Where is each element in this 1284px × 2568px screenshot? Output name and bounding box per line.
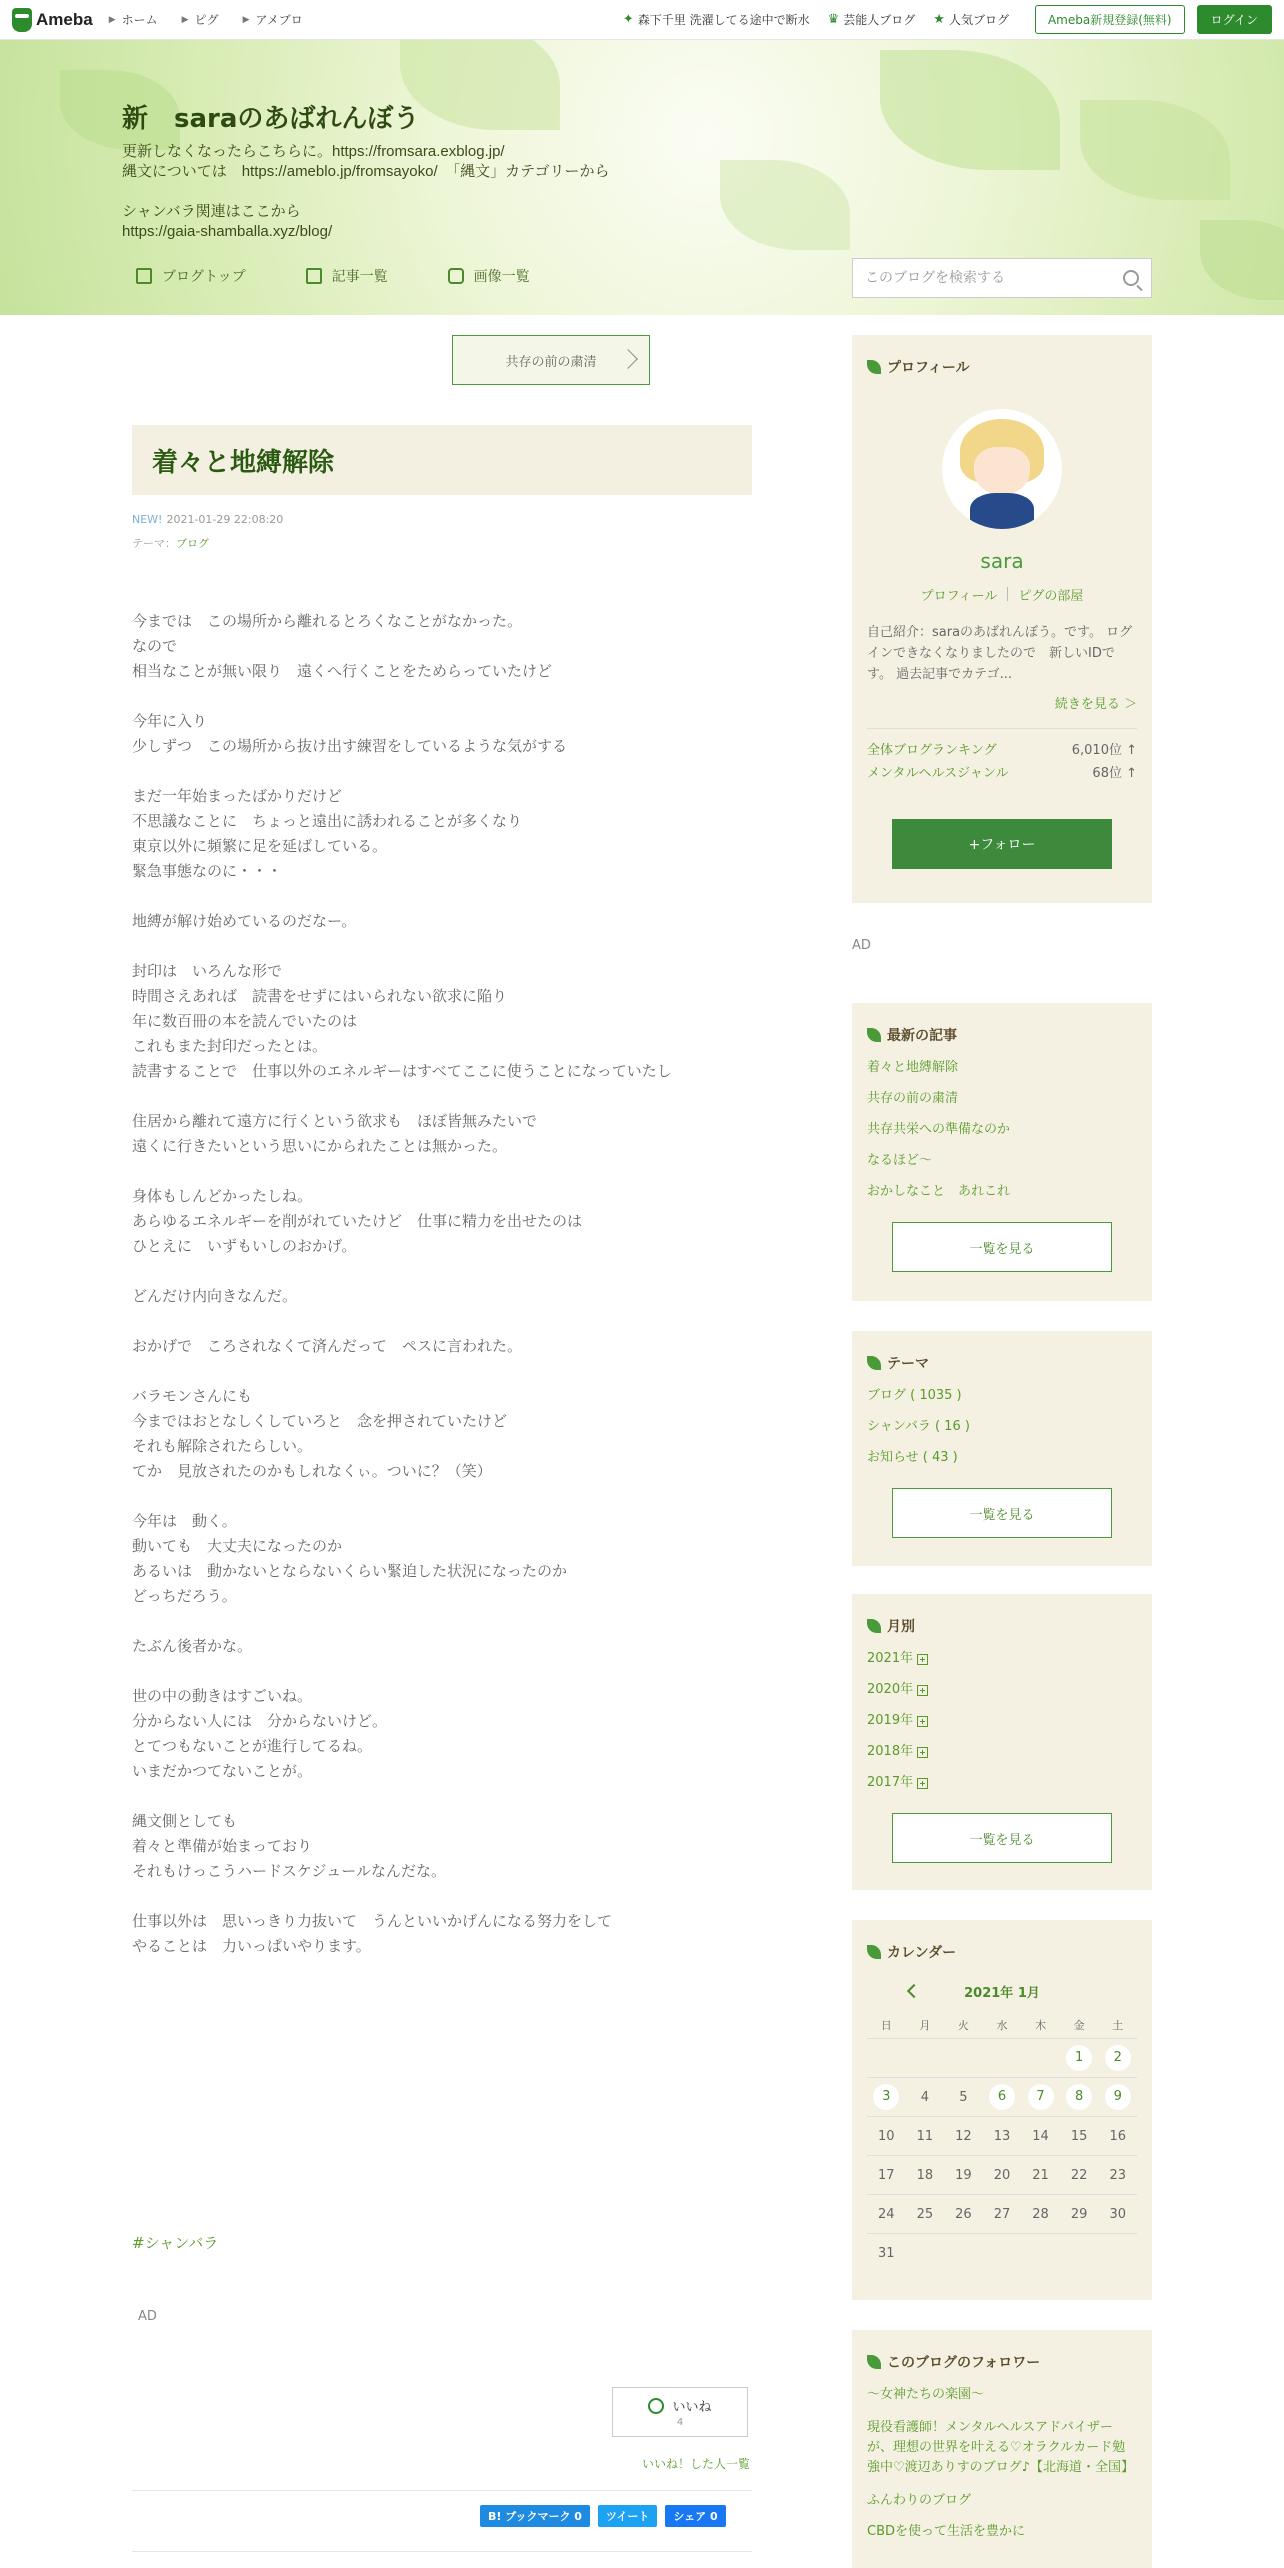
body-line [132,1609,752,1634]
list-icon [306,268,322,284]
body-line: 遠くに行きたいという思いにかられたことは無かった。 [132,1137,508,1155]
calendar-day [1060,2195,1099,2234]
new-badge: NEW! [132,513,163,526]
calendar-day-number: 27 [993,2206,1011,2222]
calendar-day-number: 2 [1105,2045,1131,2071]
body-line: まだ一年始まったばかりだけど [132,787,343,805]
ranking-genre [867,762,1137,781]
leaf-icon [867,2355,881,2369]
monthly-heading [867,1616,1137,1636]
calendar-day-number: 16 [1109,2128,1126,2144]
celebrity-blog-link[interactable] [828,11,916,28]
previous-article-button[interactable] [452,335,650,385]
calendar-day [1021,2156,1060,2195]
expand-plus-icon[interactable] [917,1716,928,1727]
blog-description [122,142,610,242]
ranking-overall [867,739,1137,758]
description-line: 縄文については https://ameblo.jp/fromsayoko/ 「縄文」カテゴリーから [122,163,610,180]
body-line: なので [132,637,178,655]
calendar-day [1060,2156,1099,2195]
ranking-genre-label[interactable]: メンタルヘルスジャンル [867,766,1009,781]
description-line: https://gaia-shamballa.xyz/blog/ [122,223,333,240]
calendar-card [852,1920,1152,2300]
heading-text: テーマ [887,1356,929,1372]
follow-button[interactable]: +フォロー [892,819,1112,869]
calendar-day[interactable] [867,2078,906,2117]
calendar-day-number: 5 [959,2089,968,2105]
calendar-day-number: 18 [916,2167,934,2183]
body-line: これもまた封印だったとは。 [132,1037,328,1055]
expand-plus-icon[interactable] [917,1654,928,1665]
calendar-day-number: 29 [1070,2206,1088,2222]
profile-links [867,585,1137,604]
body-line: やることは 力いっぱいやります。 [132,1937,371,1955]
blog-menu [136,266,590,286]
latest-article-link[interactable]: 共存の前の粛清 [867,1091,959,1106]
follower-link[interactable]: CBDを使って生活を豊かに [867,2524,1026,2539]
calendar-day-number: 19 [955,2167,972,2183]
ad-label: AD [138,2309,157,2324]
body-line: バラモンさんにも [132,1387,253,1405]
latest-article-link[interactable]: 共存共栄への準備なのか [867,1122,1011,1137]
body-line: てか 見放されたのかもしれなくぃ。ついに？（笑） [132,1462,492,1480]
expand-plus-icon[interactable] [917,1685,928,1696]
calendar-day-number: 31 [878,2246,895,2261]
register-button[interactable]: Ameba新規登録(無料) [1035,5,1185,34]
divider [132,2490,752,2491]
leaf-icon [867,1028,881,1042]
calendar-day[interactable] [1060,2078,1099,2117]
follower-link[interactable]: 現役看護師！メンタルヘルスアドバイザーが、理想の世界を叶える♡オラクルカード勉強中♡渡辺ありすのブログ♪【北海道・全国】 [867,2420,1134,2475]
calendar-day [983,2117,1022,2156]
month-label: 2017年 [867,1775,914,1790]
calendar-day-number: 25 [916,2206,934,2222]
calendar-day-number: 8 [1066,2084,1092,2110]
themes-more-button[interactable]: 一覧を見る [892,1488,1112,1538]
hashtag-link[interactable]: #シャンバラ [132,2234,219,2252]
divider [132,2551,752,2552]
sidebar-ad-label: AD [852,938,871,953]
profile-link[interactable]: プロフィール [920,589,998,604]
body-line: 読書することで 仕事以外のエネルギーはすべてここに使うことになっていたし [132,1062,672,1080]
menu-label: 記事一覧 [331,269,388,285]
profile-read-more-link[interactable]: 続きを見る ＞ [1054,697,1137,712]
blog-search [852,258,1152,298]
follower-link[interactable]: ふんわりのブログ [867,2493,972,2508]
body-line: 地縛が解け始めているのだなー。 [132,912,357,930]
followers-card [852,2330,1152,2568]
calendar-day [1021,2195,1060,2234]
top-navigation [0,0,1284,40]
leaf-decoration [400,40,560,130]
calendar-day [906,2156,945,2195]
document-icon [136,268,152,284]
month-link[interactable] [867,1775,1137,1791]
article-body [132,609,752,1959]
calendar-empty-cell [983,2039,1022,2078]
calendar-day-number: 3 [873,2084,899,2110]
leaf-icon [867,1619,881,1633]
monthly-archive-card [852,1594,1152,1890]
popular-blog-link[interactable] [933,11,1009,28]
body-line: おかげで ころされなくて済んだって ペスに言われた。 [132,1337,523,1355]
calendar-day[interactable] [983,2078,1022,2117]
profile-heading [867,357,1137,377]
ranking-overall-value: 6,010位 ↑ [1071,743,1137,758]
calendar-day-number: 20 [993,2167,1011,2183]
body-line [132,759,752,784]
body-line [132,684,752,709]
logo-text: Ameba [36,9,93,29]
share-buttons [472,2505,726,2527]
blog-header [0,40,1284,315]
date-text: 2021-01-29 22:08:20 [166,513,284,526]
description-line: シャンバラ関連はここから [122,203,301,220]
nav-link-pig[interactable] [182,11,219,28]
body-line [132,1484,752,1509]
body-line [132,1084,752,1109]
chevron-right-icon [618,349,638,369]
month-link[interactable] [867,1651,1137,1667]
profile-name[interactable]: sara [980,549,1024,573]
calendar-day-number: 23 [1109,2167,1126,2183]
body-line [132,1784,752,1809]
pig-room-link[interactable]: ピグの部屋 [1018,589,1084,604]
facebook-share-button[interactable]: シェア 0 [665,2505,725,2527]
body-line: どんだけ内向きなんだ。 [132,1287,298,1305]
calendar-day [1098,2117,1137,2156]
nav-link-label: アメブロ [255,13,303,27]
calendar-day[interactable] [1060,2039,1099,2078]
camera-icon [448,268,464,284]
calendar-day[interactable] [1021,2078,1060,2117]
body-line [132,1159,752,1184]
calendar-day-number: 26 [955,2206,972,2222]
heading-text: このブログのフォロワー [887,2355,1041,2371]
search-icon[interactable] [1123,270,1139,286]
body-line: 封印は いろんな形で [132,962,283,980]
like-count: 4 [676,2417,684,2428]
nav-link-home[interactable] [109,11,158,28]
calendar-day-number: 12 [955,2128,972,2144]
calendar-weekday: 土 [1098,2013,1137,2039]
article-title-box [132,425,752,495]
menu-label: 画像一覧 [473,269,530,285]
leaf-decoration [1200,220,1284,300]
hatena-bookmark-button[interactable]: B! ブックマーク 0 [480,2505,590,2527]
avatar-face [974,447,1030,495]
celebrity-blog-label: 芸能人ブログ [843,13,916,27]
ranking-genre-value: 68位 ↑ [1092,766,1137,781]
body-line [132,1309,752,1334]
calendar-empty-cell [1021,2039,1060,2078]
month-label: 2019年 [867,1713,914,1728]
theme-link[interactable]: ブログ ( 1035 ) [867,1388,962,1403]
description-line: 更新しなくなったらこちらに。https://fromsara.exblog.jp/ [122,143,505,160]
body-line [132,934,752,959]
calendar-weekday: 日 [867,2013,906,2039]
body-line: 緊急事態なのに・・・ [132,862,283,880]
sparkle-icon: ✦ [622,12,634,27]
theme-prefix: テーマ： [132,537,176,550]
login-button[interactable]: ログイン [1197,5,1272,34]
like-list-link[interactable]: いいね！した人一覧 [642,2457,751,2471]
body-line: たぶん後者かな。 [132,1637,253,1655]
calendar-day [867,2234,906,2273]
article-theme [132,535,209,551]
calendar-weekday: 火 [944,2013,983,2039]
latest-more-button[interactable]: 一覧を見る [892,1222,1112,1272]
body-line: とてつもないことが進行してるね。 [132,1737,373,1755]
body-line: 今年に入り [132,712,208,730]
leaf-icon [867,1945,881,1959]
calendar-weekday: 金 [1060,2013,1099,2039]
search-input[interactable] [865,270,1123,286]
body-line: 分からない人には 分からないけど。 [132,1712,388,1730]
body-line: 今年は 動く。 [132,1512,237,1530]
divider [867,728,1137,729]
calendar-grid [867,2013,1137,2273]
calendar-empty-cell [867,2039,906,2078]
leaf-decoration [720,160,850,250]
calendar-day [983,2195,1022,2234]
latest-heading [867,1025,1137,1045]
calendar-day [867,2195,906,2234]
body-line [132,884,752,909]
tweet-button[interactable]: ツイート [598,2505,657,2527]
calendar-weekday: 木 [1021,2013,1060,2039]
body-line: 住居から離れて遠方に行くという欲求も ほぼ皆無みたいで [132,1112,538,1130]
body-line: ひとえに いずもいしのおかげ。 [132,1237,357,1255]
calendar-day [1060,2117,1099,2156]
top-right-links [605,5,1272,34]
month-link[interactable] [867,1713,1137,1729]
calendar-day-number: 30 [1109,2206,1126,2222]
latest-article-link[interactable]: なるほど～ [867,1153,933,1168]
latest-articles-card [852,1003,1152,1301]
theme-link[interactable]: ブログ [176,537,209,550]
expand-plus-icon[interactable] [917,1747,928,1758]
calendar-day-number: 11 [916,2128,934,2144]
trending-topic-link[interactable] [623,11,810,28]
calendar-day [906,2078,945,2117]
body-line: 仕事以外は 思いっきり力抜いて うんといいかげんになる努力をして [132,1912,613,1930]
calendar-day [944,2156,983,2195]
menu-image-list[interactable] [448,266,530,286]
theme-link[interactable]: お知らせ ( 43 ) [867,1450,958,1465]
popular-blog-label: 人気ブログ [948,13,1009,27]
calendar-day-number: 28 [1032,2206,1049,2222]
calendar-day[interactable] [1098,2039,1137,2078]
themes-heading [867,1353,1137,1373]
monthly-more-button[interactable]: 一覧を見る [892,1813,1112,1863]
chevron-left-icon[interactable] [907,1984,921,1998]
like-label: いいね [672,2400,712,2415]
calendar-day [944,2078,983,2117]
body-line [132,1659,752,1684]
calendar-day [944,2195,983,2234]
calendar-day [944,2117,983,2156]
ameba-logo[interactable] [12,8,93,32]
heading-text: プロフィール [887,360,970,376]
body-line: 時間さえあれば 読書をせずにはいられない欲求に陥り [132,987,508,1005]
body-line: いまだかつてないことが。 [132,1762,313,1780]
previous-article-label: 共存の前の粛清 [505,354,597,370]
profile-card [852,335,1152,903]
followers-heading [867,2352,1137,2372]
body-line: 年に数百冊の本を読んでいたのは [132,1012,358,1030]
calendar-month-nav [867,1982,1137,2001]
blog-title[interactable]: 新 saraのあばれんぼう [122,104,420,134]
heading-text: カレンダー [887,1945,957,1961]
body-line: 今まではおとなしくしていろと 念を押されていたけど [132,1412,508,1430]
theme-link[interactable]: シャンバラ ( 16 ) [867,1419,970,1434]
body-line: 少しずつ この場所から抜け出す練習をしているような気がする [132,737,568,755]
calendar-month-label: 2021年 1月 [964,1986,1040,2001]
like-row [648,2396,711,2415]
calendar-day [906,2117,945,2156]
article-title[interactable]: 着々と地縛解除 [152,447,335,478]
expand-plus-icon[interactable] [917,1778,928,1789]
body-line: 不思議なことに ちょっと遠出に誘われることが多くなり [132,812,523,830]
ameba-logo-icon [12,8,32,32]
calendar-day [983,2156,1022,2195]
calendar-day-number: 24 [878,2206,895,2222]
latest-article-link[interactable]: おかしなこと あれこれ [867,1184,1011,1199]
triangle-right-icon: ▶ [108,14,116,25]
body-line: 動いても 大丈夫になったのか [132,1537,343,1555]
body-line [132,1259,752,1284]
menu-article-list[interactable] [306,266,388,286]
calendar-day-number: 7 [1028,2084,1054,2110]
body-line: 世の中の動きはすごいね。 [132,1687,313,1705]
calendar-day [1098,2156,1137,2195]
calendar-day-number: 9 [1105,2084,1131,2110]
calendar-weekday: 水 [983,2013,1022,2039]
nav-link-ameblo[interactable] [243,11,303,28]
menu-blog-top[interactable] [136,266,246,286]
body-line: 着々と準備が始まっており [132,1837,313,1855]
body-line [132,1359,752,1384]
body-line: それもけっこうハードスケジュールなんだな。 [132,1862,446,1880]
trending-topic-label: 森下千里 洗濯してる途中で断水 [637,13,810,27]
calendar-empty-cell [906,2039,945,2078]
follower-link[interactable]: 〜女神たちの楽園〜 [867,2387,985,2402]
body-line: 今までは この場所から離れるとろくなことがなかった。 [132,612,523,630]
like-button[interactable] [612,2387,748,2437]
profile-intro: 自己紹介：saraのあばれんぼう。です。 ログインできなくなりましたので 新しいIDです。 過去記事でカテゴ... [867,625,1133,682]
month-link[interactable] [867,1744,1137,1760]
calendar-weekday: 月 [906,2013,945,2039]
ranking-overall-label[interactable]: 全体ブログランキング [867,743,997,758]
triangle-right-icon: ▶ [181,14,189,25]
leaf-icon [867,360,881,374]
body-line: あらゆるエネルギーを削がれていたけど 仕事に精力を出せたのは [132,1212,583,1230]
calendar-day [906,2195,945,2234]
body-line [132,1884,752,1909]
leaf-decoration [1080,100,1230,200]
nav-link-label: ピグ [194,13,219,27]
month-label: 2018年 [867,1744,914,1759]
calendar-heading [867,1942,1137,1962]
menu-label: ブログトップ [162,269,246,285]
body-line: どっちだろう。 [132,1587,237,1605]
calendar-day [1098,2195,1137,2234]
heading-text: 最新の記事 [887,1028,957,1044]
calendar-day-number: 13 [993,2128,1011,2144]
body-line: 東京以外に頻繁に足を延ばしている。 [132,837,388,855]
calendar-day[interactable] [1098,2078,1137,2117]
nav-link-label: ホーム [121,13,158,27]
month-label: 2021年 [867,1651,914,1666]
calendar-day-number: 14 [1032,2128,1049,2144]
calendar-day-number: 4 [920,2089,929,2105]
leaf-decoration [880,50,1060,170]
description-line [122,182,610,202]
body-line: 身体もしんどかったしね。 [132,1187,313,1205]
body-line: あるいは 動かないとならないくらい緊迫した状況になったのか [132,1562,568,1580]
calendar-day-number: 17 [878,2167,895,2183]
calendar-day-number: 10 [878,2128,895,2144]
calendar-day-number: 21 [1032,2167,1049,2183]
themes-card [852,1331,1152,1566]
calendar-day-number: 22 [1070,2167,1088,2183]
calendar-empty-cell [944,2039,983,2078]
avatar[interactable] [942,409,1062,529]
avatar-shirt [970,493,1034,529]
body-line: それも解除されたらしい。 [132,1437,313,1455]
triangle-right-icon: ▶ [242,14,250,25]
crown-icon: ♛ [827,12,840,27]
calendar-day [867,2117,906,2156]
star-icon: ★ [933,12,945,27]
heading-text: 月別 [887,1619,915,1635]
calendar-day [867,2156,906,2195]
calendar-day-number: 1 [1066,2045,1092,2071]
separator [1007,587,1008,601]
smile-icon [648,2398,664,2414]
leaf-icon [867,1356,881,1370]
calendar-day [1021,2117,1060,2156]
latest-article-link[interactable]: 着々と地縛解除 [867,1060,959,1075]
calendar-day-number: 6 [989,2084,1015,2110]
body-line: 相当なことが無い限り 遠くへ行くことをためらっていたけど [132,662,553,680]
body-line: 縄文側としても [132,1812,238,1830]
month-label: 2020年 [867,1682,914,1697]
month-link[interactable] [867,1682,1137,1698]
article-date [132,513,283,526]
calendar-day-number: 15 [1070,2128,1088,2144]
